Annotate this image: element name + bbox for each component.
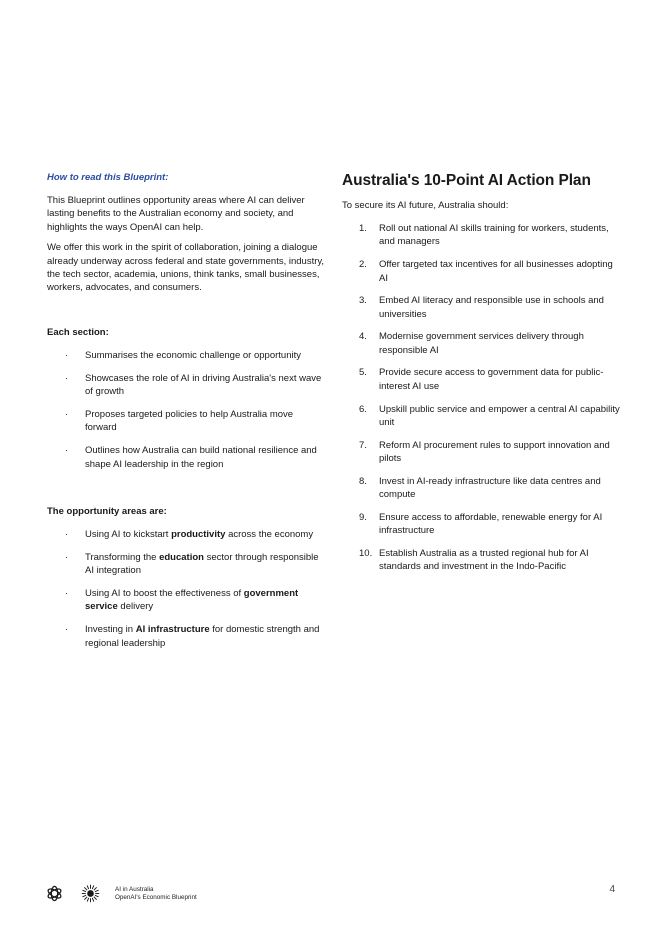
- opportunity-areas-heading: The opportunity areas are:: [47, 505, 167, 517]
- list-item: · Using AI to kickstart productivity across the economy: [65, 528, 314, 540]
- action-plan-intro: To secure its AI future, Australia should:: [342, 200, 509, 211]
- each-section-list: [47, 349, 325, 471]
- footer-text: [115, 886, 197, 903]
- bullet-icon: ·: [65, 372, 68, 383]
- list-item: · Investing in AI infrastructure for domestic strength and regional leadership: [65, 624, 320, 649]
- bullet-icon: ·: [65, 551, 68, 562]
- bullet-icon: ·: [65, 349, 68, 360]
- each-section-heading: Each section:: [47, 326, 109, 338]
- openai-logo-icon: [45, 884, 64, 903]
- list-item: · Outlines how Australia can build national resilience and shape AI leadership in the region: [65, 445, 317, 470]
- intro-paragraph-2: We offer this work in the spirit of collaboration, joining a dialogue already underway across federal and state governments, industry, the tech sector, academia, unions, think tanks, small businesses, workers, advocates, and consumers.: [47, 242, 325, 294]
- bullet-icon: ·: [65, 409, 68, 420]
- bullet-icon: ·: [65, 624, 68, 635]
- list-item: · Transforming the education sector through responsible AI integration: [65, 551, 319, 576]
- left-column: [47, 171, 325, 660]
- bullet-icon: ·: [65, 587, 68, 598]
- list-item: 7. Reform AI procurement rules to support innovation and pilots: [359, 439, 610, 465]
- footer-title: AI in Australia: [115, 886, 154, 893]
- sunburst-logo-icon: [81, 884, 100, 903]
- page-footer: [45, 884, 620, 906]
- list-item: 1. Roll out national AI skills training for workers, students, and managers: [359, 223, 609, 248]
- how-to-read-heading: How to read this Blueprint:: [47, 172, 169, 183]
- action-plan-title: Australia's 10-Point AI Action Plan: [342, 172, 591, 189]
- page-number: 4: [609, 884, 615, 895]
- bullet-icon: ·: [65, 528, 68, 539]
- action-plan-list: [342, 222, 622, 574]
- list-item: 10. Establish Australia as a trusted regional hub for AI standards and investment in the Indo-Pacific: [359, 547, 589, 573]
- list-item: 2. Offer targeted tax incentives for all businesses adopting AI: [359, 259, 613, 284]
- list-item: 6. Upskill public service and empower a central AI capability unit: [359, 403, 620, 428]
- list-item: · Showcases the role of AI in driving Australia's next wave of growth: [65, 372, 322, 398]
- footer-subtitle: OpenAI's Economic Blueprint: [115, 894, 197, 902]
- list-item: · Proposes targeted policies to help Australia move forward: [65, 409, 294, 434]
- list-item: 8. Invest in AI-ready infrastructure like data centres and compute: [359, 475, 601, 501]
- list-item: 3. Embed AI literacy and responsible use in schools and universities: [359, 295, 604, 320]
- right-column: [342, 171, 622, 583]
- list-item: 4. Modernise government services delivery through responsible AI: [359, 331, 584, 356]
- list-item: · Summarises the economic challenge or opportunity: [65, 349, 301, 361]
- bullet-icon: ·: [65, 445, 68, 456]
- intro-paragraph-1: This Blueprint outlines opportunity areas where AI can deliver lasting benefits to the Australian economy and society, and highlights the ways OpenAI can help.: [47, 195, 305, 233]
- opportunity-areas-list: [47, 528, 325, 650]
- list-item: · Using AI to boost the effectiveness of government service delivery: [65, 587, 299, 613]
- list-item: 5. Provide secure access to government data for public-interest AI use: [359, 367, 604, 392]
- list-item: 9. Ensure access to affordable, renewable energy for AI infrastructure: [359, 511, 603, 537]
